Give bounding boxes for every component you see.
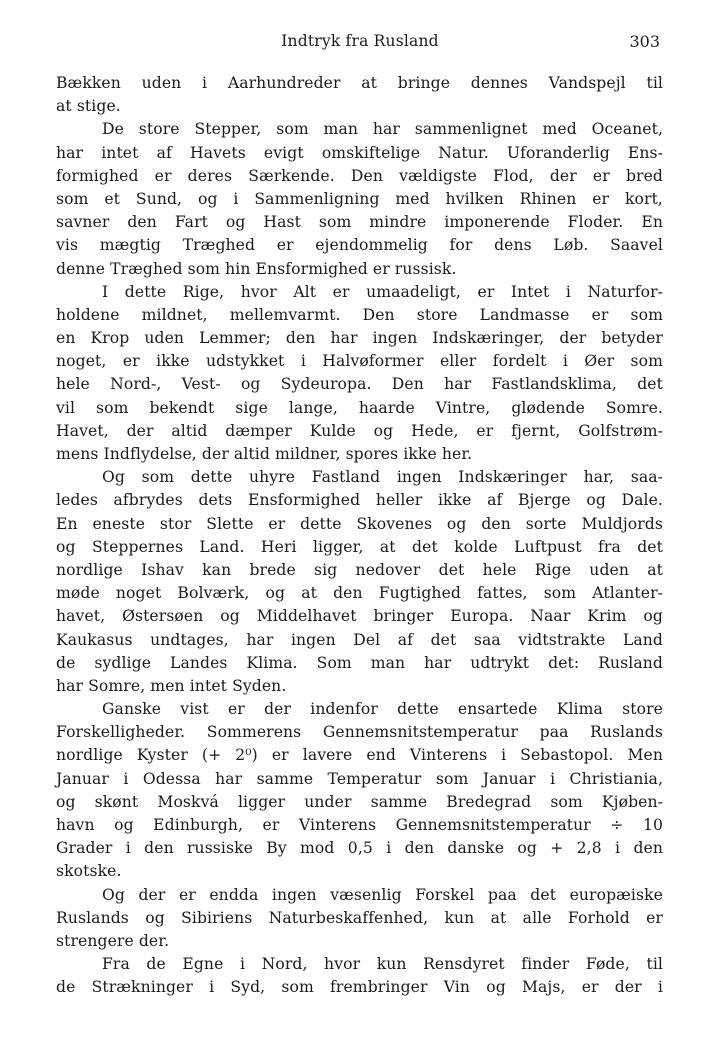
text-line: strengere der.: [56, 931, 170, 950]
text-line: nordlige Kyster (+ 2⁰) er lavere end Vinterens i Sebastopol. Men: [56, 746, 663, 765]
text-line: Grader i den russiske By mod 0,5 i den danske og + 2,8 i den: [56, 839, 663, 858]
text-line: ledes afbrydes dets Ensformighed heller ikke af Bjerge og Dale.: [56, 491, 663, 510]
text-line: formighed er deres Særkende. Den vældigste Flod, der er bred: [56, 166, 663, 185]
paragraph-first-line: I dette Rige, hvor Alt er umaadeligt, er Intet i Naturfor-: [102, 282, 663, 301]
text-line: vis mægtig Træghed er ejendommelig for dens Løb. Saavel: [56, 236, 663, 255]
text-line: Ruslands og Sibiriens Naturbeskaffenhed, kun at alle Forhold er: [56, 908, 663, 927]
text-line: noget, er ikke udstykket i Halvøformer eller fordelt i Øer som: [56, 352, 663, 371]
text-line: møde noget Bolværk, og at den Fugtighed fattes, som Atlanter-: [56, 584, 663, 603]
text-line: har Somre, men intet Syden.: [56, 676, 287, 695]
running-header: [56, 32, 664, 56]
text-line: En eneste stor Slette er dette Skovenes og den sorte Muldjords: [56, 514, 663, 533]
page-number: 303: [629, 32, 660, 51]
body-text: [56, 72, 663, 1000]
text-line: har intet af Havets evigt omskiftelige Natur. Uforanderlig Ens-: [56, 143, 663, 162]
text-line: denne Træghed som hin Ensformighed er russisk.: [56, 259, 457, 278]
text-line: og Steppernes Land. Heri ligger, at det kolde Luftpust fra det: [56, 537, 663, 556]
text-line: Forskelligheder. Sommerens Gennemsnitstemperatur paa Ruslands: [56, 723, 663, 742]
text-line: hele Nord-, Vest- og Sydeuropa. Den har Fastlandsklima, det: [56, 375, 663, 394]
text-line: skotske.: [56, 862, 122, 881]
paragraph-first-line: Ganske vist er der indenfor dette ensartede Klima store: [102, 700, 663, 719]
text-line: havn og Edinburgh, er Vinterens Gennemsnitstemperatur ÷ 10: [56, 816, 663, 834]
text-line: vil som bekendt sige lange, haarde Vintre, glødende Somre.: [56, 398, 663, 417]
text-line: som et Sund, og i Sammenligning med hvilken Rhinen er kort,: [56, 189, 663, 208]
text-line: holdene mildnet, mellemvarmt. Den store Landmasse er som: [56, 305, 663, 324]
paragraph-first-line: Og der er endda ingen væsenlig Forskel paa det europæiske: [102, 885, 663, 904]
text-line: Bækken uden i Aarhundreder at bringe dennes Vandspejl til: [56, 74, 663, 92]
text-line: havet, Østersøen og Middelhavet bringer Europa. Naar Krim og: [56, 607, 663, 626]
paragraph-first-line: Fra de Egne i Nord, hvor kun Rensdyret finder Føde, til: [102, 955, 663, 974]
text-line: de Strækninger i Syd, som frembringer Vin og Majs, er der i: [56, 978, 663, 997]
paragraph-first-line: Og som dette uhyre Fastland ingen Indskæringer har, saa-: [102, 468, 663, 487]
paragraph-first-line: De store Stepper, som man har sammenlignet med Oceanet,: [102, 120, 663, 139]
running-title: Indtryk fra Rusland: [281, 32, 439, 50]
text-line: Januar i Odessa har samme Temperatur som Januar i Christiania,: [56, 769, 663, 788]
text-line: nordlige Ishav kan brede sig nedover det hele Rige uden at: [56, 560, 663, 579]
text-line: og skønt Moskvá ligger under samme Bredegrad som Kjøben-: [56, 792, 663, 811]
text-line: at stige.: [56, 97, 121, 116]
text-line: de sydlige Landes Klima. Som man har udtrykt det: Rusland: [56, 653, 663, 672]
text-line: mens Indflydelse, der altid mildner, spores ikke her.: [56, 445, 473, 463]
text-line: en Krop uden Lemmer; den har ingen Indskæringer, der betyder: [56, 329, 663, 348]
text-line: savner den Fart og Hast som mindre imponerende Floder. En: [56, 213, 663, 232]
text-line: Kaukasus undtages, har ingen Del af det saa vidtstrakte Land: [56, 630, 663, 649]
text-line: Havet, der altid dæmper Kulde og Hede, er fjernt, Golfstrøm-: [56, 421, 663, 440]
